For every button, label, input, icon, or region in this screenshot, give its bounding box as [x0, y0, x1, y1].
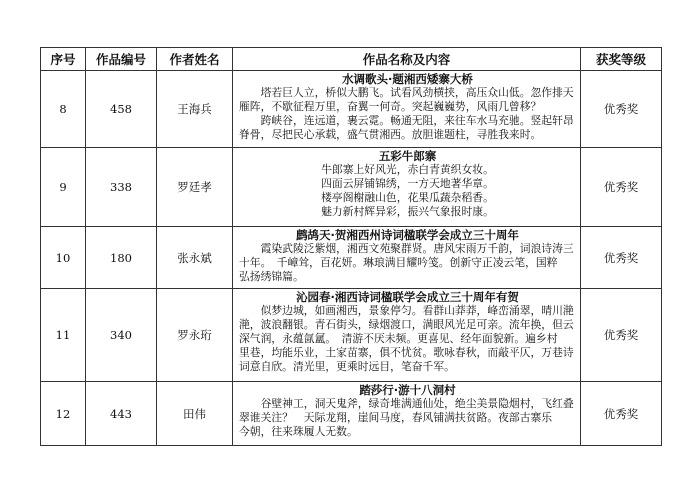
awards-table: [40, 47, 662, 446]
work-line: 今朝，往来珠履人无数。: [239, 425, 358, 438]
header-award-level: 获奖等级: [581, 48, 662, 71]
work-line: 塔若巨人立，桥似大鹏飞。试看风劲横挟，高压众山低。忽作排天: [239, 86, 574, 99]
row-author-name: 田伟: [157, 382, 233, 446]
table-row: [41, 382, 662, 446]
header-work-code: 作品编号: [86, 48, 157, 71]
row-work-code: 180: [86, 227, 157, 289]
row-number: 8: [41, 71, 86, 148]
row-award-level: 优秀奖: [581, 227, 662, 289]
row-work-cell: [233, 289, 581, 382]
work-title: 水调歌头·题湘西矮寨大桥: [342, 72, 473, 86]
work-line: 弘扬绣锦篇。: [239, 270, 304, 283]
header-work-title-content: 作品名称及内容: [233, 48, 581, 71]
row-award-level: 优秀奖: [581, 289, 662, 382]
work-title: 鹧鸪天·贺湘西州诗词楹联学会成立三十周年: [296, 228, 519, 242]
row-author-name: 张永斌: [157, 227, 233, 289]
header-author-name: 作者姓名: [157, 48, 233, 71]
table-row: [41, 227, 662, 289]
row-work-code: 458: [86, 71, 157, 148]
table-row: [41, 148, 662, 227]
row-author-name: 王海兵: [157, 71, 233, 148]
table-header-row: [41, 48, 662, 71]
work-title: 五彩牛郎寨: [378, 149, 437, 163]
work-line: 翠谁关注？ 天际龙翔，崖间马度，春风铺满扶贫路。夜部古寨乐: [239, 411, 553, 424]
row-author-name: 罗永珩: [157, 289, 233, 382]
work-line: 跨峡谷，连远道，裹云霓。畅通无阻，来往车水马充驰。竖起轩昂: [239, 114, 574, 127]
table-row: [41, 71, 662, 148]
row-award-level: 优秀奖: [581, 382, 662, 446]
work-line: 四面云屏铺锦绣，一方天地著华章。: [321, 177, 494, 190]
row-work-code: 340: [86, 289, 157, 382]
work-line: 词意自欣。清光里，更乘时远目，笔奋千军。: [239, 360, 455, 373]
work-title: 沁园春·湘西诗词楹联学会成立三十周年有贺: [296, 290, 519, 304]
row-number: 11: [41, 289, 86, 382]
work-line: 楼亭阁榭融山色，花果瓜蔬杂稻香。: [321, 191, 494, 204]
row-work-code: 338: [86, 148, 157, 227]
header-number: 序号: [41, 48, 86, 71]
work-line: 魅力新村辉异彩，振兴气象报时康。: [321, 205, 494, 218]
row-author-name: 罗廷孝: [157, 148, 233, 227]
work-line: 脊骨，尽把民心承载，盛气贯湘西。放胆谁题柱，寻胜我来时。: [239, 128, 542, 141]
work-line: 谷壁神工，洞天鬼斧，绿奇堆满通仙处，绝尘美景隐烟村，飞红叠: [239, 397, 574, 410]
work-line: 牛郎寨上好风光，赤白青黄织女妆。: [321, 163, 494, 176]
work-line: 雁阵，不歇征程万里，奋翼一何奇。突起巍巍势，风雨几曾移？: [239, 100, 542, 113]
row-number: 12: [41, 382, 86, 446]
row-award-level: 优秀奖: [581, 148, 662, 227]
row-award-level: 优秀奖: [581, 71, 662, 148]
work-line: 深气润，永蕴氤氲。 清游不厌未频。更喜见、经年面貌新。遍乡村: [239, 332, 558, 345]
work-title: 踏莎行·游十八洞村: [359, 383, 456, 397]
table-row: [41, 289, 662, 382]
work-line: 霞染武陵泛紫烟，湘西文苑聚群贤。唐风宋雨万千韵，词浪诗涛三: [239, 242, 574, 255]
row-work-cell: [233, 227, 581, 289]
row-work-code: 443: [86, 382, 157, 446]
work-line: 滟，波浪翻银。青石街头，绿烟渡口，满眼风光足可亲。流年换，但云: [239, 318, 574, 331]
row-work-cell: [233, 382, 581, 446]
work-line: 里巷，均能乐业，土家苗寨，俱不忧贫。歌咏春秋，而敲平仄，万巷诗: [239, 346, 574, 359]
row-number: 10: [41, 227, 86, 289]
work-line: 似梦边城，如画湘西，景象停匀。看群山莽莽，峰峦涌翠，晴川滟: [239, 304, 574, 317]
work-line: 十年。 千嶂耸，百花妍。琳琅满目耀吟笺。创新守正凌云笔，国粹: [239, 256, 558, 269]
row-work-cell: [233, 148, 581, 227]
row-number: 9: [41, 148, 86, 227]
row-work-cell: [233, 71, 581, 148]
